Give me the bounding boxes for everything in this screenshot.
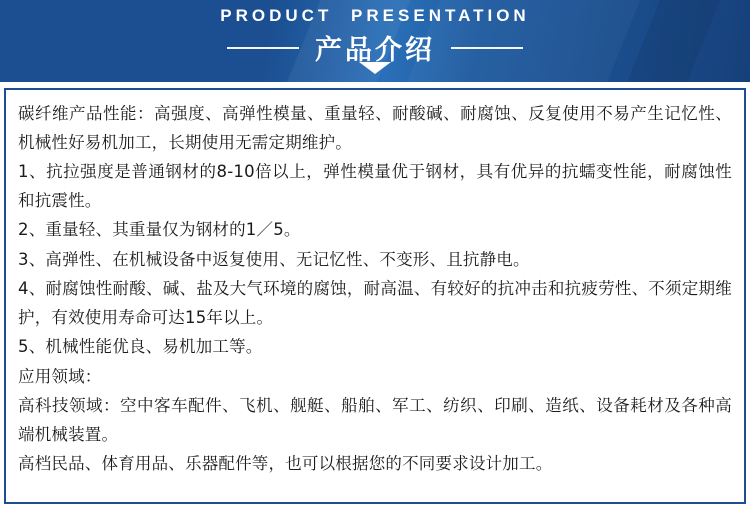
- paragraph-high-tech-fields: 高科技领域：空中客车配件、飞机、舰艇、船舶、军工、纺织、印刷、造纸、设备耗材及各种高端机械装置。: [18, 396, 732, 444]
- paragraph-consumer-goods: 高档民品、体育用品、乐器配件等，也可以根据您的不同要求设计加工。: [18, 454, 553, 473]
- paragraph-performance: 碳纤维产品性能：高强度、高弹性模量、重量轻、耐酸碱、耐腐蚀、反复使用不易产生记忆性、机械性好易机加工，长期使用无需定期维护。: [18, 104, 732, 152]
- header-banner: [0, 0, 750, 82]
- product-description-box: [4, 88, 746, 504]
- paragraph-item-4: 4、耐腐蚀性耐酸、碱、盐及大气环境的腐蚀，耐高温、有较好的抗冲击和抗疲劳性、不须定期维护，有效使用寿命可达15年以上。: [18, 279, 732, 327]
- paragraph-item-2: 2、重量轻、其重量仅为钢材的1／5。: [18, 220, 301, 239]
- paragraph-item-3: 3、高弹性、在机械设备中返复使用、无记忆性、不变形、且抗静电。: [18, 249, 530, 269]
- chevron-down-icon: [359, 62, 391, 74]
- banner-content: [0, 0, 750, 82]
- banner-rule-left: [227, 47, 299, 49]
- paragraph-item-1: 1、抗拉强度是普通钢材的8-10倍以上，弹性模量优于钢材，具有优异的抗蠕变性能，耐腐蚀性和抗震性。: [18, 162, 732, 210]
- paragraph-applications-heading: 应用领域：: [18, 366, 102, 386]
- banner-chinese-title: 产品介绍: [315, 35, 435, 66]
- banner-english-title: PRODUCT PRESENTATION: [220, 6, 530, 25]
- paragraph-item-5: 5、机械性能优良、易机加工等。: [18, 337, 263, 356]
- banner-rule-right: [451, 47, 523, 49]
